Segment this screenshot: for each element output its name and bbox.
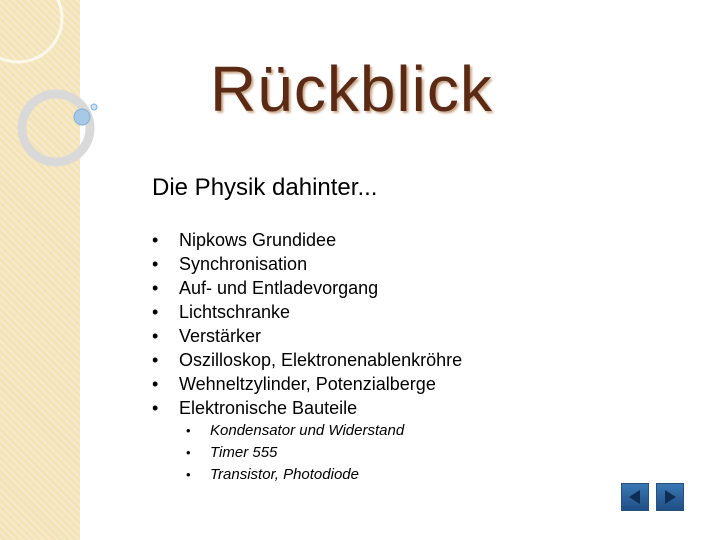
bullet-marker: • [186, 445, 191, 460]
deco-ring-gray [22, 94, 90, 162]
sub-bullet-list [186, 420, 404, 486]
bullet-marker: • [152, 374, 159, 394]
slide-subtitle: Die Physik dahinter... [152, 174, 378, 201]
sub-list-item [186, 420, 404, 442]
bullet-marker: • [152, 254, 159, 274]
list-item [152, 396, 462, 420]
list-item-text: Oszilloskop, Elektronenablenkröhre [179, 350, 463, 370]
deco-arc-top [0, 0, 62, 62]
sub-list-item [186, 464, 404, 486]
list-item-text: Lichtschranke [179, 302, 291, 322]
bullet-marker: • [152, 278, 159, 298]
sub-list-item-text: Kondensator und Widerstand [210, 422, 405, 439]
next-slide-button[interactable] [656, 483, 684, 511]
list-item-text: Nipkows Grundidee [179, 230, 337, 250]
bullet-marker: • [152, 350, 159, 370]
sub-list-item [186, 442, 404, 464]
slide-title: Rückblick [210, 53, 493, 125]
list-item [152, 276, 462, 300]
triangle-right-icon [657, 484, 683, 510]
list-item-text: Elektronische Bauteile [179, 398, 358, 418]
deco-dot-blue-large [74, 109, 90, 125]
bullet-marker: • [152, 326, 159, 346]
bullet-marker: • [152, 398, 159, 418]
bullet-marker: • [186, 423, 191, 438]
bullet-marker: • [152, 230, 159, 250]
list-item-text: Synchronisation [179, 254, 308, 274]
list-item-text: Wehneltzylinder, Potenzialberge [179, 374, 436, 394]
list-item [152, 228, 462, 252]
list-item [152, 372, 462, 396]
list-item [152, 300, 462, 324]
bullet-marker: • [186, 467, 191, 482]
bullet-list [152, 228, 462, 420]
decorative-circles-icon [0, 0, 140, 200]
previous-slide-button[interactable] [621, 483, 649, 511]
list-item-text: Verstärker [179, 326, 262, 346]
list-item-text: Auf- und Entladevorgang [179, 278, 379, 298]
sub-list-item-text: Transistor, Photodiode [210, 466, 359, 483]
list-item [152, 252, 462, 276]
triangle-left-icon [622, 484, 648, 510]
list-item [152, 324, 462, 348]
deco-dot-blue-small [91, 104, 97, 110]
list-item [152, 348, 462, 372]
bullet-marker: • [152, 302, 159, 322]
sub-list-item-text: Timer 555 [210, 444, 278, 461]
